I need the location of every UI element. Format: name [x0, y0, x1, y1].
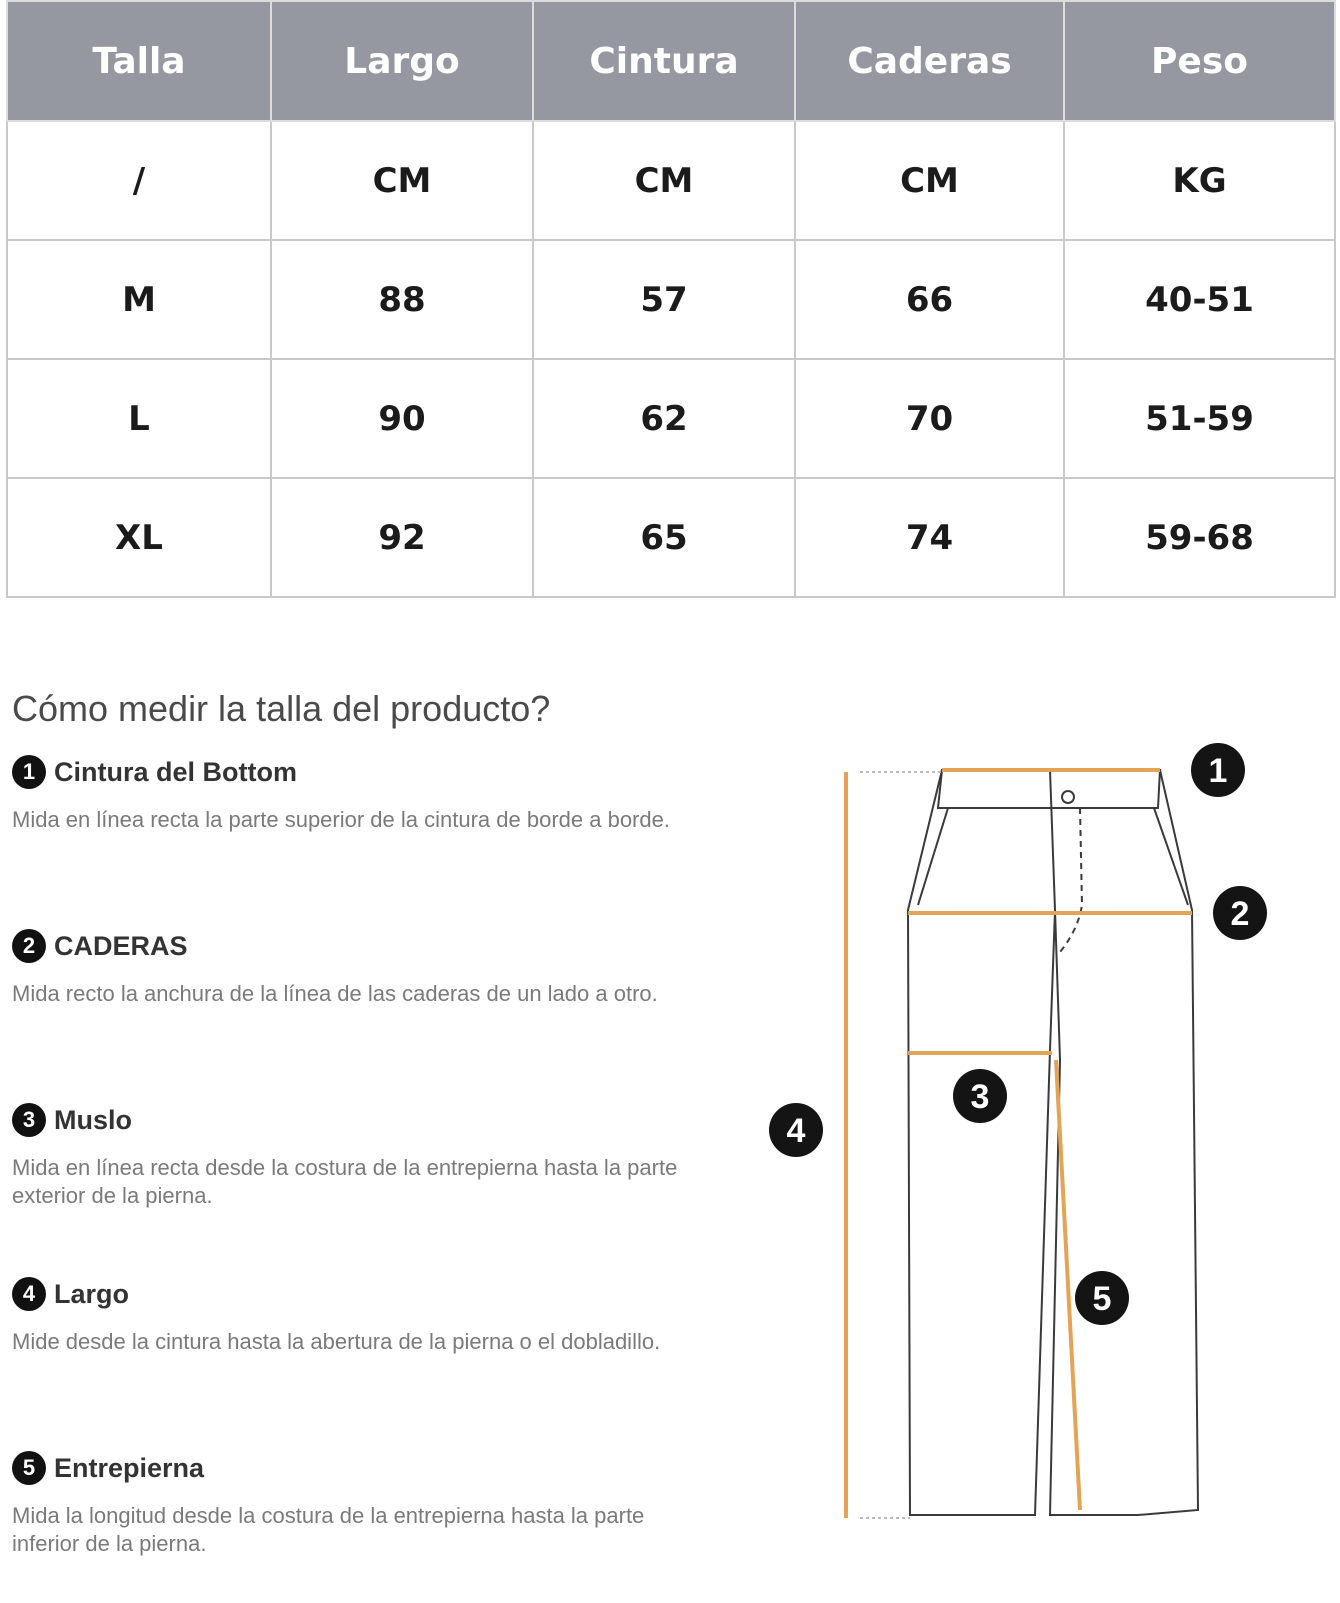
header-talla: Talla — [7, 1, 271, 121]
svg-text:2: 2 — [1230, 895, 1250, 933]
step-description: Mida la longitud desde la costura de la entrepierna hasta la parte inferior de la pierna. — [12, 1503, 645, 1556]
badge-3-icon — [953, 1069, 1007, 1123]
table-cell: 70 — [795, 359, 1064, 478]
table-cell: 92 — [271, 478, 533, 597]
table-header-row — [7, 1, 1335, 121]
table-cell: 90 — [271, 359, 533, 478]
units-row — [7, 121, 1335, 240]
step-number-5-icon: 5 — [12, 1451, 46, 1485]
svg-text:1: 1 — [1208, 752, 1228, 790]
step-title: Largo — [54, 1278, 130, 1309]
badge-4-icon — [769, 1103, 823, 1157]
svg-text:5: 5 — [1092, 1280, 1112, 1318]
badge-5-icon — [1075, 1271, 1129, 1325]
table-cell: CM — [533, 121, 795, 240]
step-description: Mida en línea recta desde la costura de la entrepierna hasta la parte exterior de la pierna. — [12, 1155, 678, 1208]
size-table — [6, 0, 1336, 598]
table-cell: 66 — [795, 240, 1064, 359]
header-caderas: Caderas — [795, 1, 1064, 121]
table-row — [7, 478, 1335, 597]
table-cell: XL — [7, 478, 271, 597]
table-row — [7, 240, 1335, 359]
step-muslo — [12, 1100, 712, 1210]
step-largo — [12, 1274, 712, 1356]
table-cell: CM — [795, 121, 1064, 240]
step-cintura — [12, 752, 712, 834]
step-entrepierna — [12, 1448, 712, 1558]
step-title: Muslo — [54, 1104, 132, 1135]
step-description: Mida en línea recta la parte superior de la cintura de borde a borde. — [12, 807, 670, 832]
table-cell: CM — [271, 121, 533, 240]
step-caderas — [12, 926, 712, 1008]
table-cell: KG — [1064, 121, 1335, 240]
svg-text:3: 3 — [970, 1078, 990, 1116]
header-peso: Peso — [1064, 1, 1335, 121]
table-cell: 65 — [533, 478, 795, 597]
step-description: Mide desde la cintura hasta la abertura de la pierna o el dobladillo. — [12, 1329, 661, 1354]
step-number-4-icon: 4 — [12, 1277, 46, 1311]
step-description: Mida recto la anchura de la línea de las caderas de un lado a otro. — [12, 981, 658, 1006]
step-title: CADERAS — [54, 930, 188, 961]
pants-outline-icon — [860, 770, 1198, 1518]
table-cell: 57 — [533, 240, 795, 359]
step-title: Cintura del Bottom — [54, 756, 297, 787]
step-number-2-icon: 2 — [12, 929, 46, 963]
table-row — [7, 359, 1335, 478]
table-cell: 62 — [533, 359, 795, 478]
step-title: Entrepierna — [54, 1452, 205, 1483]
step-number-3-icon: 3 — [12, 1103, 46, 1137]
table-cell: M — [7, 240, 271, 359]
table-cell: L — [7, 359, 271, 478]
badge-1-icon — [1191, 743, 1245, 797]
step-number-1-icon: 1 — [12, 755, 46, 789]
table-cell: 51-59 — [1064, 359, 1335, 478]
pants-measurement-diagram — [760, 730, 1320, 1560]
table-cell: 40-51 — [1064, 240, 1335, 359]
svg-text:4: 4 — [786, 1112, 806, 1150]
table-cell: 88 — [271, 240, 533, 359]
table-cell: 74 — [795, 478, 1064, 597]
table-cell: 59-68 — [1064, 478, 1335, 597]
header-cintura: Cintura — [533, 1, 795, 121]
badge-2-icon — [1213, 886, 1267, 940]
guide-title: Cómo medir la talla del producto? — [12, 688, 551, 729]
header-largo: Largo — [271, 1, 533, 121]
table-cell: / — [7, 121, 271, 240]
